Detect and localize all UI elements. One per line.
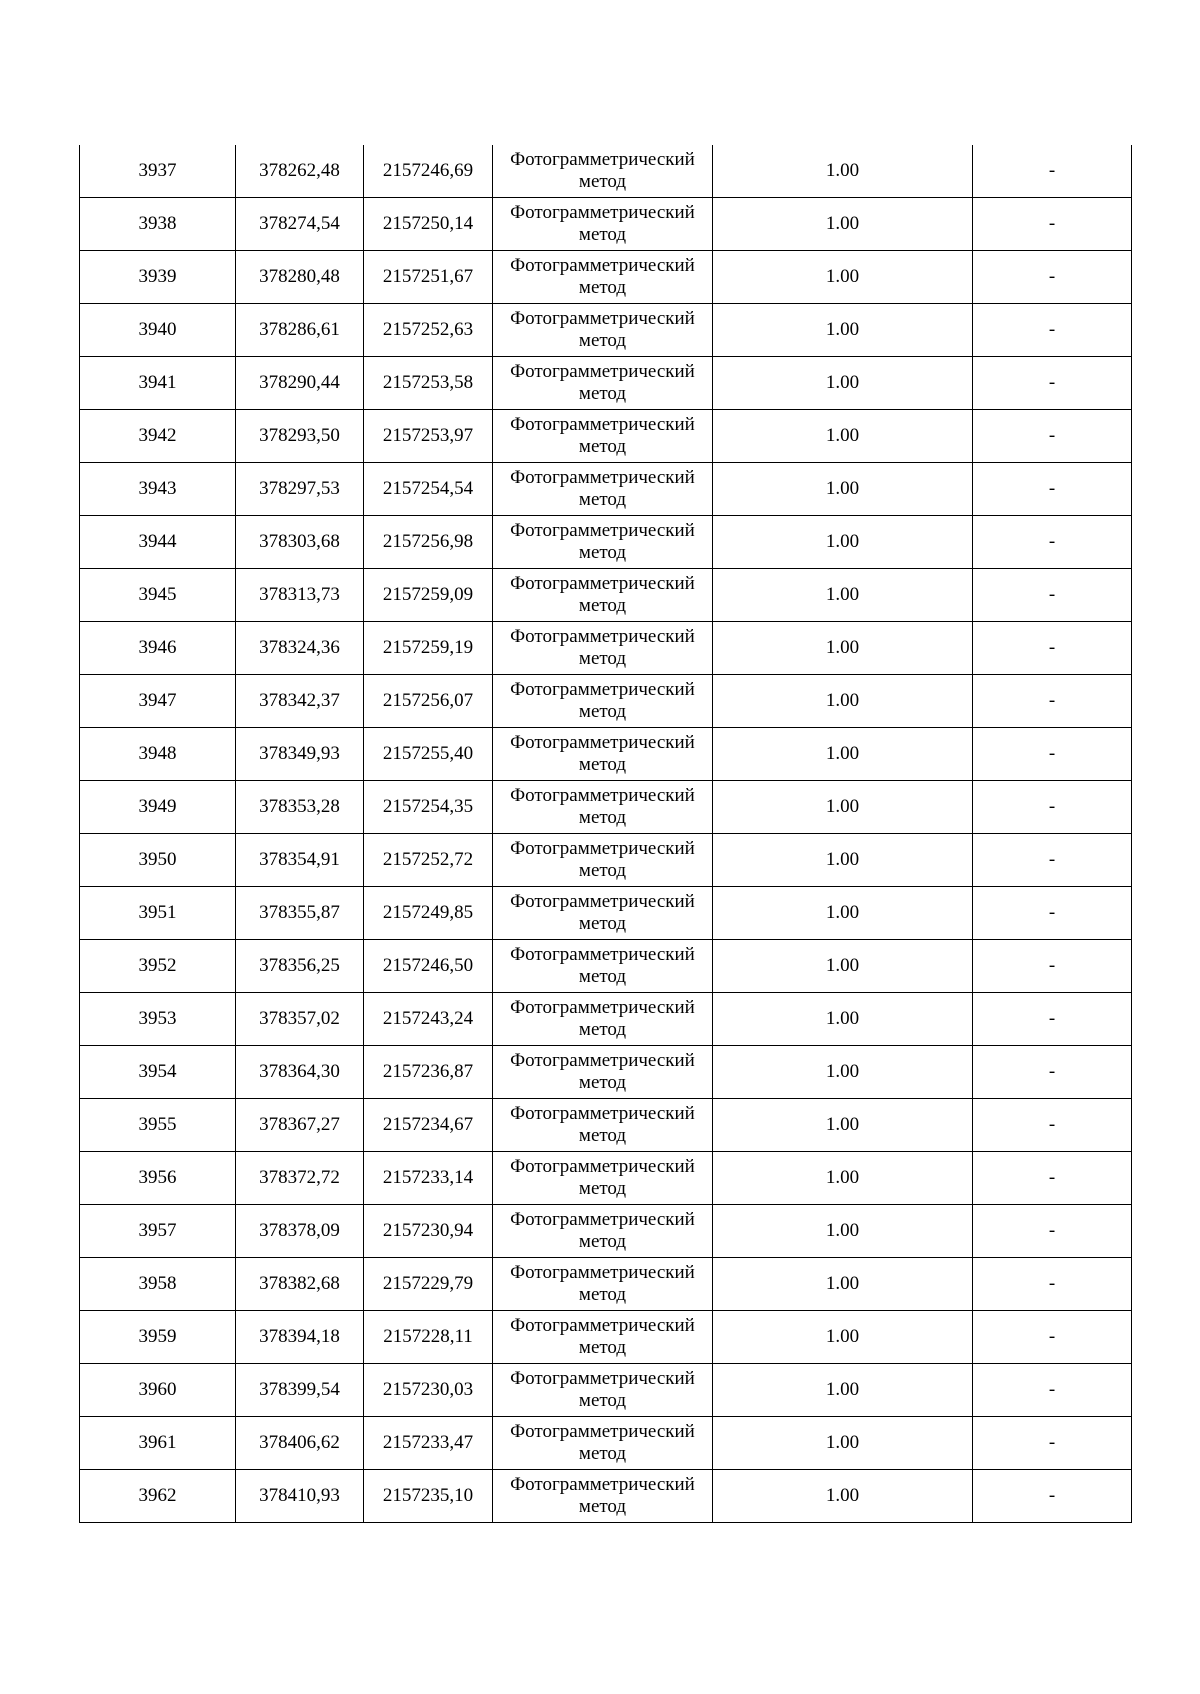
y-coordinate-cell: 2157255,40 <box>364 728 493 781</box>
note-cell: - <box>973 304 1132 357</box>
accuracy-cell: 1.00 <box>713 940 973 993</box>
accuracy-cell: 1.00 <box>713 1364 973 1417</box>
y-coordinate-cell: 2157246,69 <box>364 145 493 198</box>
table-row <box>80 1099 1132 1152</box>
method-cell <box>493 622 713 675</box>
table-row <box>80 940 1132 993</box>
method-cell <box>493 1311 713 1364</box>
method-cell <box>493 1258 713 1311</box>
method-line-2: метод <box>578 648 627 669</box>
method-line-2: метод <box>578 1231 627 1252</box>
method-cell <box>493 410 713 463</box>
point-number-cell: 3940 <box>80 304 236 357</box>
method-line-1: Фотограмметрический <box>510 414 695 435</box>
note-cell: - <box>973 781 1132 834</box>
table-row <box>80 251 1132 304</box>
note-cell: - <box>973 728 1132 781</box>
method-line-2: метод <box>578 754 627 775</box>
method-line-1: Фотограмметрический <box>510 1103 695 1124</box>
point-number-cell: 3958 <box>80 1258 236 1311</box>
y-coordinate-cell: 2157252,63 <box>364 304 493 357</box>
note-cell: - <box>973 622 1132 675</box>
note-cell: - <box>973 993 1132 1046</box>
method-cell <box>493 569 713 622</box>
x-coordinate-cell: 378382,68 <box>236 1258 364 1311</box>
accuracy-cell: 1.00 <box>713 251 973 304</box>
method-cell <box>493 1470 713 1523</box>
point-number-cell: 3941 <box>80 357 236 410</box>
method-line-1: Фотограмметрический <box>510 308 695 329</box>
table-row <box>80 993 1132 1046</box>
method-cell <box>493 675 713 728</box>
accuracy-cell: 1.00 <box>713 198 973 251</box>
method-line-1: Фотограмметрический <box>510 1156 695 1177</box>
point-number-cell: 3948 <box>80 728 236 781</box>
x-coordinate-cell: 378372,72 <box>236 1152 364 1205</box>
method-line-2: метод <box>578 436 627 457</box>
y-coordinate-cell: 2157246,50 <box>364 940 493 993</box>
y-coordinate-cell: 2157259,09 <box>364 569 493 622</box>
point-number-cell: 3955 <box>80 1099 236 1152</box>
y-coordinate-cell: 2157236,87 <box>364 1046 493 1099</box>
x-coordinate-cell: 378378,09 <box>236 1205 364 1258</box>
point-number-cell: 3962 <box>80 1470 236 1523</box>
point-number-cell: 3950 <box>80 834 236 887</box>
method-cell <box>493 198 713 251</box>
point-number-cell: 3942 <box>80 410 236 463</box>
method-line-2: метод <box>578 595 627 616</box>
method-line-1: Фотограмметрический <box>510 1368 695 1389</box>
accuracy-cell: 1.00 <box>713 1258 973 1311</box>
x-coordinate-cell: 378410,93 <box>236 1470 364 1523</box>
x-coordinate-cell: 378356,25 <box>236 940 364 993</box>
coordinates-table <box>79 145 1132 1523</box>
accuracy-cell: 1.00 <box>713 410 973 463</box>
accuracy-cell: 1.00 <box>713 887 973 940</box>
method-line-1: Фотограмметрический <box>510 997 695 1018</box>
point-number-cell: 3945 <box>80 569 236 622</box>
point-number-cell: 3943 <box>80 463 236 516</box>
x-coordinate-cell: 378303,68 <box>236 516 364 569</box>
method-line-1: Фотограмметрический <box>510 255 695 276</box>
method-line-2: метод <box>578 860 627 881</box>
point-number-cell: 3939 <box>80 251 236 304</box>
method-line-1: Фотограмметрический <box>510 838 695 859</box>
note-cell: - <box>973 357 1132 410</box>
method-line-1: Фотограмметрический <box>510 944 695 965</box>
method-line-2: метод <box>578 701 627 722</box>
accuracy-cell: 1.00 <box>713 781 973 834</box>
method-cell <box>493 251 713 304</box>
method-line-2: метод <box>578 1019 627 1040</box>
accuracy-cell: 1.00 <box>713 834 973 887</box>
note-cell: - <box>973 1258 1132 1311</box>
table-row <box>80 1258 1132 1311</box>
method-line-2: метод <box>578 966 627 987</box>
note-cell: - <box>973 1099 1132 1152</box>
note-cell: - <box>973 1205 1132 1258</box>
accuracy-cell: 1.00 <box>713 516 973 569</box>
x-coordinate-cell: 378353,28 <box>236 781 364 834</box>
x-coordinate-cell: 378399,54 <box>236 1364 364 1417</box>
method-line-2: метод <box>578 1390 627 1411</box>
point-number-cell: 3953 <box>80 993 236 1046</box>
table-row <box>80 1311 1132 1364</box>
method-line-1: Фотограмметрический <box>510 732 695 753</box>
coordinates-table-body <box>80 145 1132 1523</box>
method-cell <box>493 1417 713 1470</box>
method-line-2: метод <box>578 330 627 351</box>
method-cell <box>493 1152 713 1205</box>
accuracy-cell: 1.00 <box>713 357 973 410</box>
method-cell <box>493 1364 713 1417</box>
method-line-2: метод <box>578 807 627 828</box>
accuracy-cell: 1.00 <box>713 1205 973 1258</box>
method-line-2: метод <box>578 1496 627 1517</box>
method-cell <box>493 887 713 940</box>
table-row <box>80 145 1132 198</box>
y-coordinate-cell: 2157256,07 <box>364 675 493 728</box>
method-cell <box>493 145 713 198</box>
x-coordinate-cell: 378324,36 <box>236 622 364 675</box>
x-coordinate-cell: 378355,87 <box>236 887 364 940</box>
method-line-1: Фотограмметрический <box>510 679 695 700</box>
y-coordinate-cell: 2157249,85 <box>364 887 493 940</box>
point-number-cell: 3952 <box>80 940 236 993</box>
table-row <box>80 887 1132 940</box>
method-cell <box>493 1205 713 1258</box>
accuracy-cell: 1.00 <box>713 1099 973 1152</box>
table-row <box>80 781 1132 834</box>
method-line-1: Фотограмметрический <box>510 467 695 488</box>
table-row <box>80 410 1132 463</box>
method-cell <box>493 834 713 887</box>
table-row <box>80 1417 1132 1470</box>
method-cell <box>493 940 713 993</box>
table-row <box>80 463 1132 516</box>
accuracy-cell: 1.00 <box>713 145 973 198</box>
method-line-1: Фотограмметрический <box>510 202 695 223</box>
method-line-1: Фотограмметрический <box>510 1209 695 1230</box>
accuracy-cell: 1.00 <box>713 1046 973 1099</box>
method-line-1: Фотограмметрический <box>510 1262 695 1283</box>
x-coordinate-cell: 378293,50 <box>236 410 364 463</box>
note-cell: - <box>973 887 1132 940</box>
note-cell: - <box>973 410 1132 463</box>
method-cell <box>493 728 713 781</box>
method-line-2: метод <box>578 1125 627 1146</box>
y-coordinate-cell: 2157234,67 <box>364 1099 493 1152</box>
x-coordinate-cell: 378342,37 <box>236 675 364 728</box>
y-coordinate-cell: 2157230,03 <box>364 1364 493 1417</box>
y-coordinate-cell: 2157235,10 <box>364 1470 493 1523</box>
y-coordinate-cell: 2157253,58 <box>364 357 493 410</box>
table-row <box>80 1470 1132 1523</box>
y-coordinate-cell: 2157256,98 <box>364 516 493 569</box>
method-cell <box>493 516 713 569</box>
accuracy-cell: 1.00 <box>713 993 973 1046</box>
x-coordinate-cell: 378394,18 <box>236 1311 364 1364</box>
point-number-cell: 3957 <box>80 1205 236 1258</box>
y-coordinate-cell: 2157228,11 <box>364 1311 493 1364</box>
method-cell <box>493 993 713 1046</box>
point-number-cell: 3960 <box>80 1364 236 1417</box>
x-coordinate-cell: 378364,30 <box>236 1046 364 1099</box>
accuracy-cell: 1.00 <box>713 569 973 622</box>
method-line-2: метод <box>578 1337 627 1358</box>
method-line-1: Фотограмметрический <box>510 1315 695 1336</box>
point-number-cell: 3954 <box>80 1046 236 1099</box>
accuracy-cell: 1.00 <box>713 1417 973 1470</box>
method-line-2: метод <box>578 383 627 404</box>
x-coordinate-cell: 378262,48 <box>236 145 364 198</box>
x-coordinate-cell: 378280,48 <box>236 251 364 304</box>
method-line-2: метод <box>578 277 627 298</box>
method-cell <box>493 463 713 516</box>
y-coordinate-cell: 2157230,94 <box>364 1205 493 1258</box>
x-coordinate-cell: 378286,61 <box>236 304 364 357</box>
method-line-1: Фотограмметрический <box>510 1474 695 1495</box>
method-cell <box>493 781 713 834</box>
y-coordinate-cell: 2157253,97 <box>364 410 493 463</box>
method-line-1: Фотограмметрический <box>510 1050 695 1071</box>
point-number-cell: 3946 <box>80 622 236 675</box>
table-row <box>80 357 1132 410</box>
method-line-2: метод <box>578 1178 627 1199</box>
note-cell: - <box>973 834 1132 887</box>
note-cell: - <box>973 145 1132 198</box>
point-number-cell: 3947 <box>80 675 236 728</box>
method-line-1: Фотограмметрический <box>510 891 695 912</box>
accuracy-cell: 1.00 <box>713 1311 973 1364</box>
method-cell <box>493 357 713 410</box>
method-cell <box>493 304 713 357</box>
note-cell: - <box>973 1152 1132 1205</box>
y-coordinate-cell: 2157250,14 <box>364 198 493 251</box>
method-line-2: метод <box>578 171 627 192</box>
method-line-2: метод <box>578 542 627 563</box>
method-line-1: Фотограмметрический <box>510 626 695 647</box>
note-cell: - <box>973 1470 1132 1523</box>
table-row <box>80 675 1132 728</box>
x-coordinate-cell: 378313,73 <box>236 569 364 622</box>
y-coordinate-cell: 2157251,67 <box>364 251 493 304</box>
note-cell: - <box>973 1046 1132 1099</box>
table-row <box>80 1205 1132 1258</box>
x-coordinate-cell: 378406,62 <box>236 1417 364 1470</box>
x-coordinate-cell: 378290,44 <box>236 357 364 410</box>
table-row <box>80 569 1132 622</box>
accuracy-cell: 1.00 <box>713 1470 973 1523</box>
x-coordinate-cell: 378354,91 <box>236 834 364 887</box>
table-row <box>80 728 1132 781</box>
y-coordinate-cell: 2157233,14 <box>364 1152 493 1205</box>
y-coordinate-cell: 2157259,19 <box>364 622 493 675</box>
accuracy-cell: 1.00 <box>713 675 973 728</box>
accuracy-cell: 1.00 <box>713 622 973 675</box>
note-cell: - <box>973 1417 1132 1470</box>
method-cell <box>493 1099 713 1152</box>
point-number-cell: 3944 <box>80 516 236 569</box>
note-cell: - <box>973 675 1132 728</box>
accuracy-cell: 1.00 <box>713 728 973 781</box>
y-coordinate-cell: 2157243,24 <box>364 993 493 1046</box>
x-coordinate-cell: 378357,02 <box>236 993 364 1046</box>
note-cell: - <box>973 569 1132 622</box>
table-row <box>80 1046 1132 1099</box>
y-coordinate-cell: 2157229,79 <box>364 1258 493 1311</box>
accuracy-cell: 1.00 <box>713 304 973 357</box>
table-row <box>80 1152 1132 1205</box>
point-number-cell: 3959 <box>80 1311 236 1364</box>
x-coordinate-cell: 378367,27 <box>236 1099 364 1152</box>
point-number-cell: 3949 <box>80 781 236 834</box>
table-row <box>80 516 1132 569</box>
table-row <box>80 1364 1132 1417</box>
method-line-1: Фотограмметрический <box>510 149 695 170</box>
accuracy-cell: 1.00 <box>713 463 973 516</box>
point-number-cell: 3951 <box>80 887 236 940</box>
method-line-1: Фотограмметрический <box>510 1421 695 1442</box>
method-line-1: Фотограмметрический <box>510 785 695 806</box>
accuracy-cell: 1.00 <box>713 1152 973 1205</box>
note-cell: - <box>973 251 1132 304</box>
table-row <box>80 834 1132 887</box>
method-line-2: метод <box>578 224 627 245</box>
method-line-1: Фотограмметрический <box>510 361 695 382</box>
note-cell: - <box>973 463 1132 516</box>
table-row <box>80 622 1132 675</box>
note-cell: - <box>973 940 1132 993</box>
method-line-2: метод <box>578 489 627 510</box>
note-cell: - <box>973 1311 1132 1364</box>
method-line-1: Фотограмметрический <box>510 573 695 594</box>
point-number-cell: 3961 <box>80 1417 236 1470</box>
x-coordinate-cell: 378297,53 <box>236 463 364 516</box>
method-line-1: Фотограмметрический <box>510 520 695 541</box>
point-number-cell: 3937 <box>80 145 236 198</box>
note-cell: - <box>973 516 1132 569</box>
y-coordinate-cell: 2157252,72 <box>364 834 493 887</box>
point-number-cell: 3956 <box>80 1152 236 1205</box>
method-line-2: метод <box>578 1443 627 1464</box>
x-coordinate-cell: 378274,54 <box>236 198 364 251</box>
method-line-2: метод <box>578 1284 627 1305</box>
x-coordinate-cell: 378349,93 <box>236 728 364 781</box>
note-cell: - <box>973 198 1132 251</box>
y-coordinate-cell: 2157254,54 <box>364 463 493 516</box>
y-coordinate-cell: 2157233,47 <box>364 1417 493 1470</box>
method-line-2: метод <box>578 1072 627 1093</box>
method-cell <box>493 1046 713 1099</box>
point-number-cell: 3938 <box>80 198 236 251</box>
y-coordinate-cell: 2157254,35 <box>364 781 493 834</box>
note-cell: - <box>973 1364 1132 1417</box>
table-row <box>80 304 1132 357</box>
method-line-2: метод <box>578 913 627 934</box>
table-row <box>80 198 1132 251</box>
